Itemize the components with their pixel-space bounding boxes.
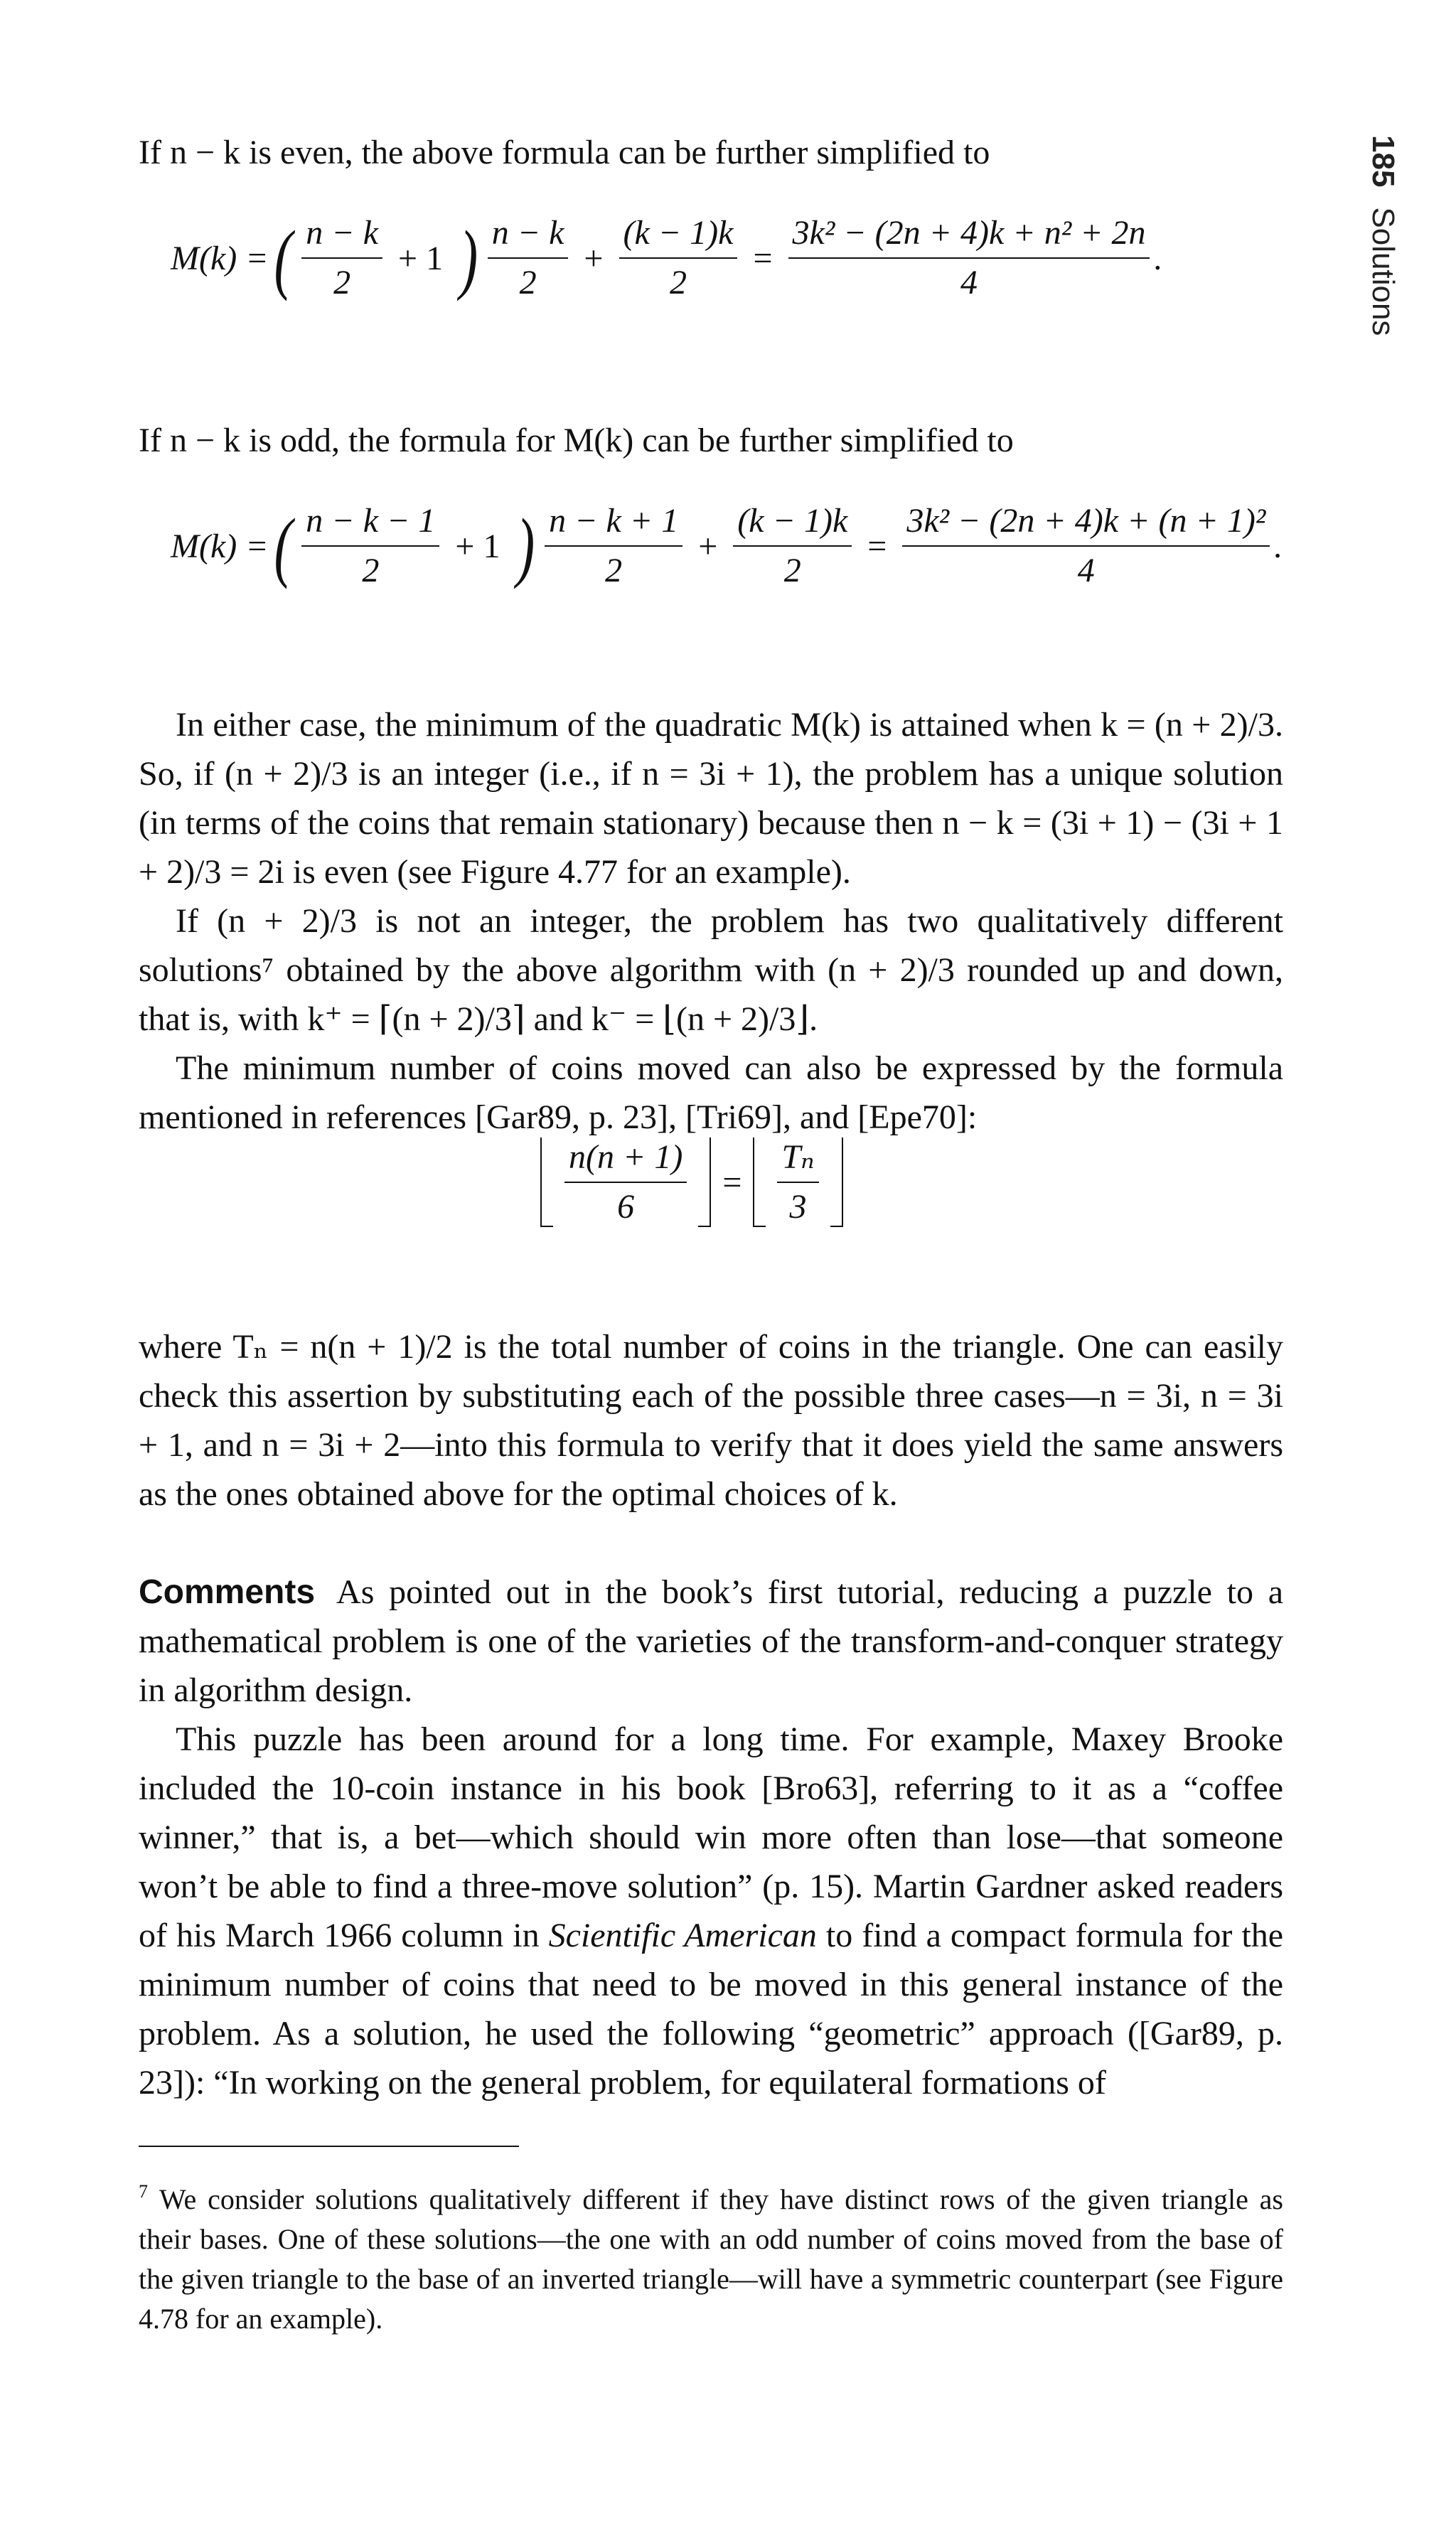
section-title: Solutions [1366, 207, 1401, 336]
eq2-plus-one: + 1 [455, 527, 500, 565]
footnote-mark: 7 [139, 2181, 148, 2202]
eq1-frac-1: $\frac{n - k}{2}$ [301, 213, 382, 303]
eq2-frac-3: $\frac{(k - 1)k}{2}$ [733, 501, 852, 591]
body-text-1 [139, 700, 1283, 1142]
eq2-lhs: M(k) = [171, 527, 269, 565]
paragraph-1: If n − k is even, the above formula can be further simplified to [139, 134, 990, 171]
equals-sign: = [753, 239, 773, 277]
eq1-frac-3: $\frac{(k - 1)k}{2}$ [619, 213, 738, 303]
paragraph-4: If (n + 2)/3 is not an integer, the problem has two qualitatively different solutions⁷ obtained by the above algorithm with (n + 2)/3 rounded up and down, that is, with k⁺ = ⌈(n + 2)/3⌉ and k⁻ = ⌊(n + 2)/3⌋. [139, 902, 1283, 1038]
plus-sign: + [698, 527, 718, 565]
page-number: 185 [1366, 135, 1401, 188]
equation-floor [540, 1137, 843, 1227]
running-header [1329, 135, 1401, 370]
left-paren: ( [274, 215, 292, 301]
left-paren: ( [274, 503, 292, 589]
paragraph-6: where Tₙ = n(n + 1)/2 is the total number of coins in the triangle. One can easily check this assertion by substituting each of the possible three cases—n = 3i, n = 3i + 1, and n = 3i + 2—into this formula to verify that it does yield the same answers as the ones obtained above for the optimal choices of k. [139, 1328, 1283, 1513]
eq3-frac-2: $\frac{\text{Tₙ}}{3}$ [777, 1137, 818, 1227]
right-paren: ) [516, 503, 535, 589]
eq2-frac-1: $\frac{n - k - 1}{2}$ [301, 501, 439, 591]
equals-sign: = [867, 527, 887, 565]
paragraph-3: In either case, the minimum of the quadratic M(k) is attained when k = (n + 2)/3. So, if (n + 2)/3 is an integer (i.e., if n = 3i + 1), the problem has a unique solution (in terms of the coins that remain stationary) because then n − k = (3i + 1) − (3i + 1 + 2)/3 = 2i is even (see Figure 4.77 for an example). [139, 706, 1283, 891]
eq1-frac-4: $\frac{\text{3k² − (2n + 4)k + n² + 2n}}{4}$ [788, 213, 1150, 303]
equals-sign: = [722, 1163, 742, 1201]
eq2-frac-4: $\frac{\text{3k² − (2n + 4)k + (n + 1)²}}{4}$ [902, 501, 1270, 591]
body-text-2 [139, 1322, 1283, 1519]
plus-sign: + [584, 239, 604, 277]
eq2-frac-2: $\frac{n - k + 1}{2}$ [545, 501, 682, 591]
right-paren: ) [459, 215, 478, 301]
comments-paragraph-1: Comments As pointed out in the book’s first tutorial, reducing a puzzle to a mathematical problem is one of the varieties of the transform-and-conquer strategy in algorithm design. [139, 1573, 1283, 1709]
footnote-text: We consider solutions qualitatively different if they have distinct rows of the given triangle as their bases. One of these solutions—the one with an odd number of coins moved from the base of the given triangle to the base of an inverted triangle—will have a symmetric counterpart (see Figure 4.78 for an example). [139, 2183, 1283, 2335]
eq1-lhs: M(k) = [171, 239, 269, 277]
paragraph-5: The minimum number of coins moved can also be expressed by the formula mentioned in references [Gar89, p. 23], [Tri69], and [Epe70]: [139, 1049, 1283, 1136]
floor-1 [540, 1137, 711, 1227]
equation-even [171, 213, 1162, 303]
eq1-period: . [1154, 239, 1163, 277]
footnote [139, 2172, 1283, 2339]
eq1-frac-2: $\frac{n - k}{2}$ [488, 213, 569, 303]
floor-2 [753, 1137, 842, 1227]
eq2-period: . [1274, 527, 1283, 565]
equation-odd [171, 501, 1283, 591]
eq1-plus-one: + 1 [398, 239, 444, 277]
comments-heading: Comments [139, 1573, 316, 1611]
comments-section [139, 1568, 1283, 2107]
paragraph-2: If n − k is odd, the formula for M(k) can be further simplified to [139, 422, 1014, 459]
comments-paragraph-2: This puzzle has been around for a long time. For example, Maxey Brooke included the 10-coin instance in his book [Bro63], referring to it as a “coffee winner,” that is, a bet—which should win more often than lose—that someone won’t be able to find a three-move solution” (p. 15). Martin Gardner asked readers of his March 1966 column in Scientific American to find a compact formula for the minimum number of coins that need to be moved in this general instance of the problem. As a solution, he used the following “geometric” approach ([Gar89, p. 23]): “In working on the general problem, for equilateral formations of [139, 1720, 1284, 2102]
eq3-frac-1: $\frac{n(n + 1)}{6}$ [564, 1137, 687, 1227]
footnote-rule [139, 2146, 519, 2147]
